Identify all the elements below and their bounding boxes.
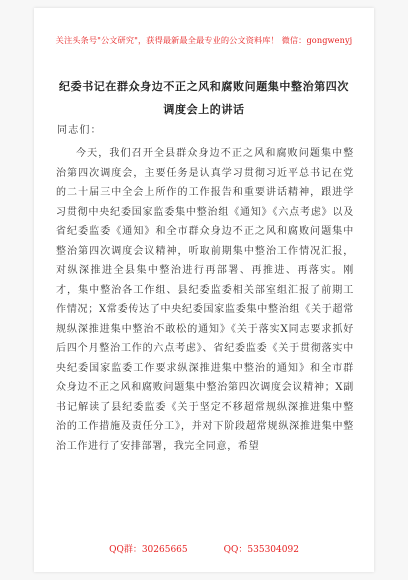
footer-qq: QQ：535304092 xyxy=(223,545,299,555)
document-page xyxy=(34,8,374,572)
body-paragraph-container xyxy=(56,144,354,456)
title-line-2: 调度会上的讲话 xyxy=(163,103,245,116)
title-line-1: 纪委书记在群众身边不正之风和腐败问题集中整治第四次 xyxy=(59,80,349,93)
document-title xyxy=(34,75,374,121)
body-paragraph: 今天，我们召开全县群众身边不正之风和腐败问题集中整治第四次调度会，主要任务是认真学习贯彻习近平总书记在党的二十届三中全会上所作的工作报告和重要讲话精神，跟进学习贯彻中央纪委国家监委集中整治组《通知》《六点考虑》以及省纪委监委《通知》和全市群众身边不正之风和腐败问题集中整治第四次调度会议精神，听取前期集中整治工作情况汇报，对纵深推进全县集中整治进行再部署、再推进、再落实。刚才，集中整治各工作组、县纪委监委相关部室组汇报了前期工作情况；X常委传达了中央纪委国家监委集中整治组《关于超常规纵深推进集中整治不敢松的通知》《关于落实X同志要求抓好后四个月整治工作的六点考虑》、省纪委监委《关于贯彻落实中央纪委国家监委工作要求纵深推进集中整治的通知》和全市群众身边不正之风和腐败问题集中整治第四次调度会议精神；X副书记解读了县纪委监委《关于坚定不移超常规纵深推进集中整治的工作措施及责任分工》，并对下阶段超常规纵深推进集中整治工作进行了安排部署，我完全同意，希望 xyxy=(56,148,354,452)
salutation: 同志们： xyxy=(57,125,102,136)
header-notice: 关注头条号"公文研究"，获得最新最全最专业的公文资料库！ 微信：gongwenyj xyxy=(55,35,353,45)
footer-contact xyxy=(34,542,374,555)
footer-qq-group: QQ群：30265665 xyxy=(109,545,188,555)
